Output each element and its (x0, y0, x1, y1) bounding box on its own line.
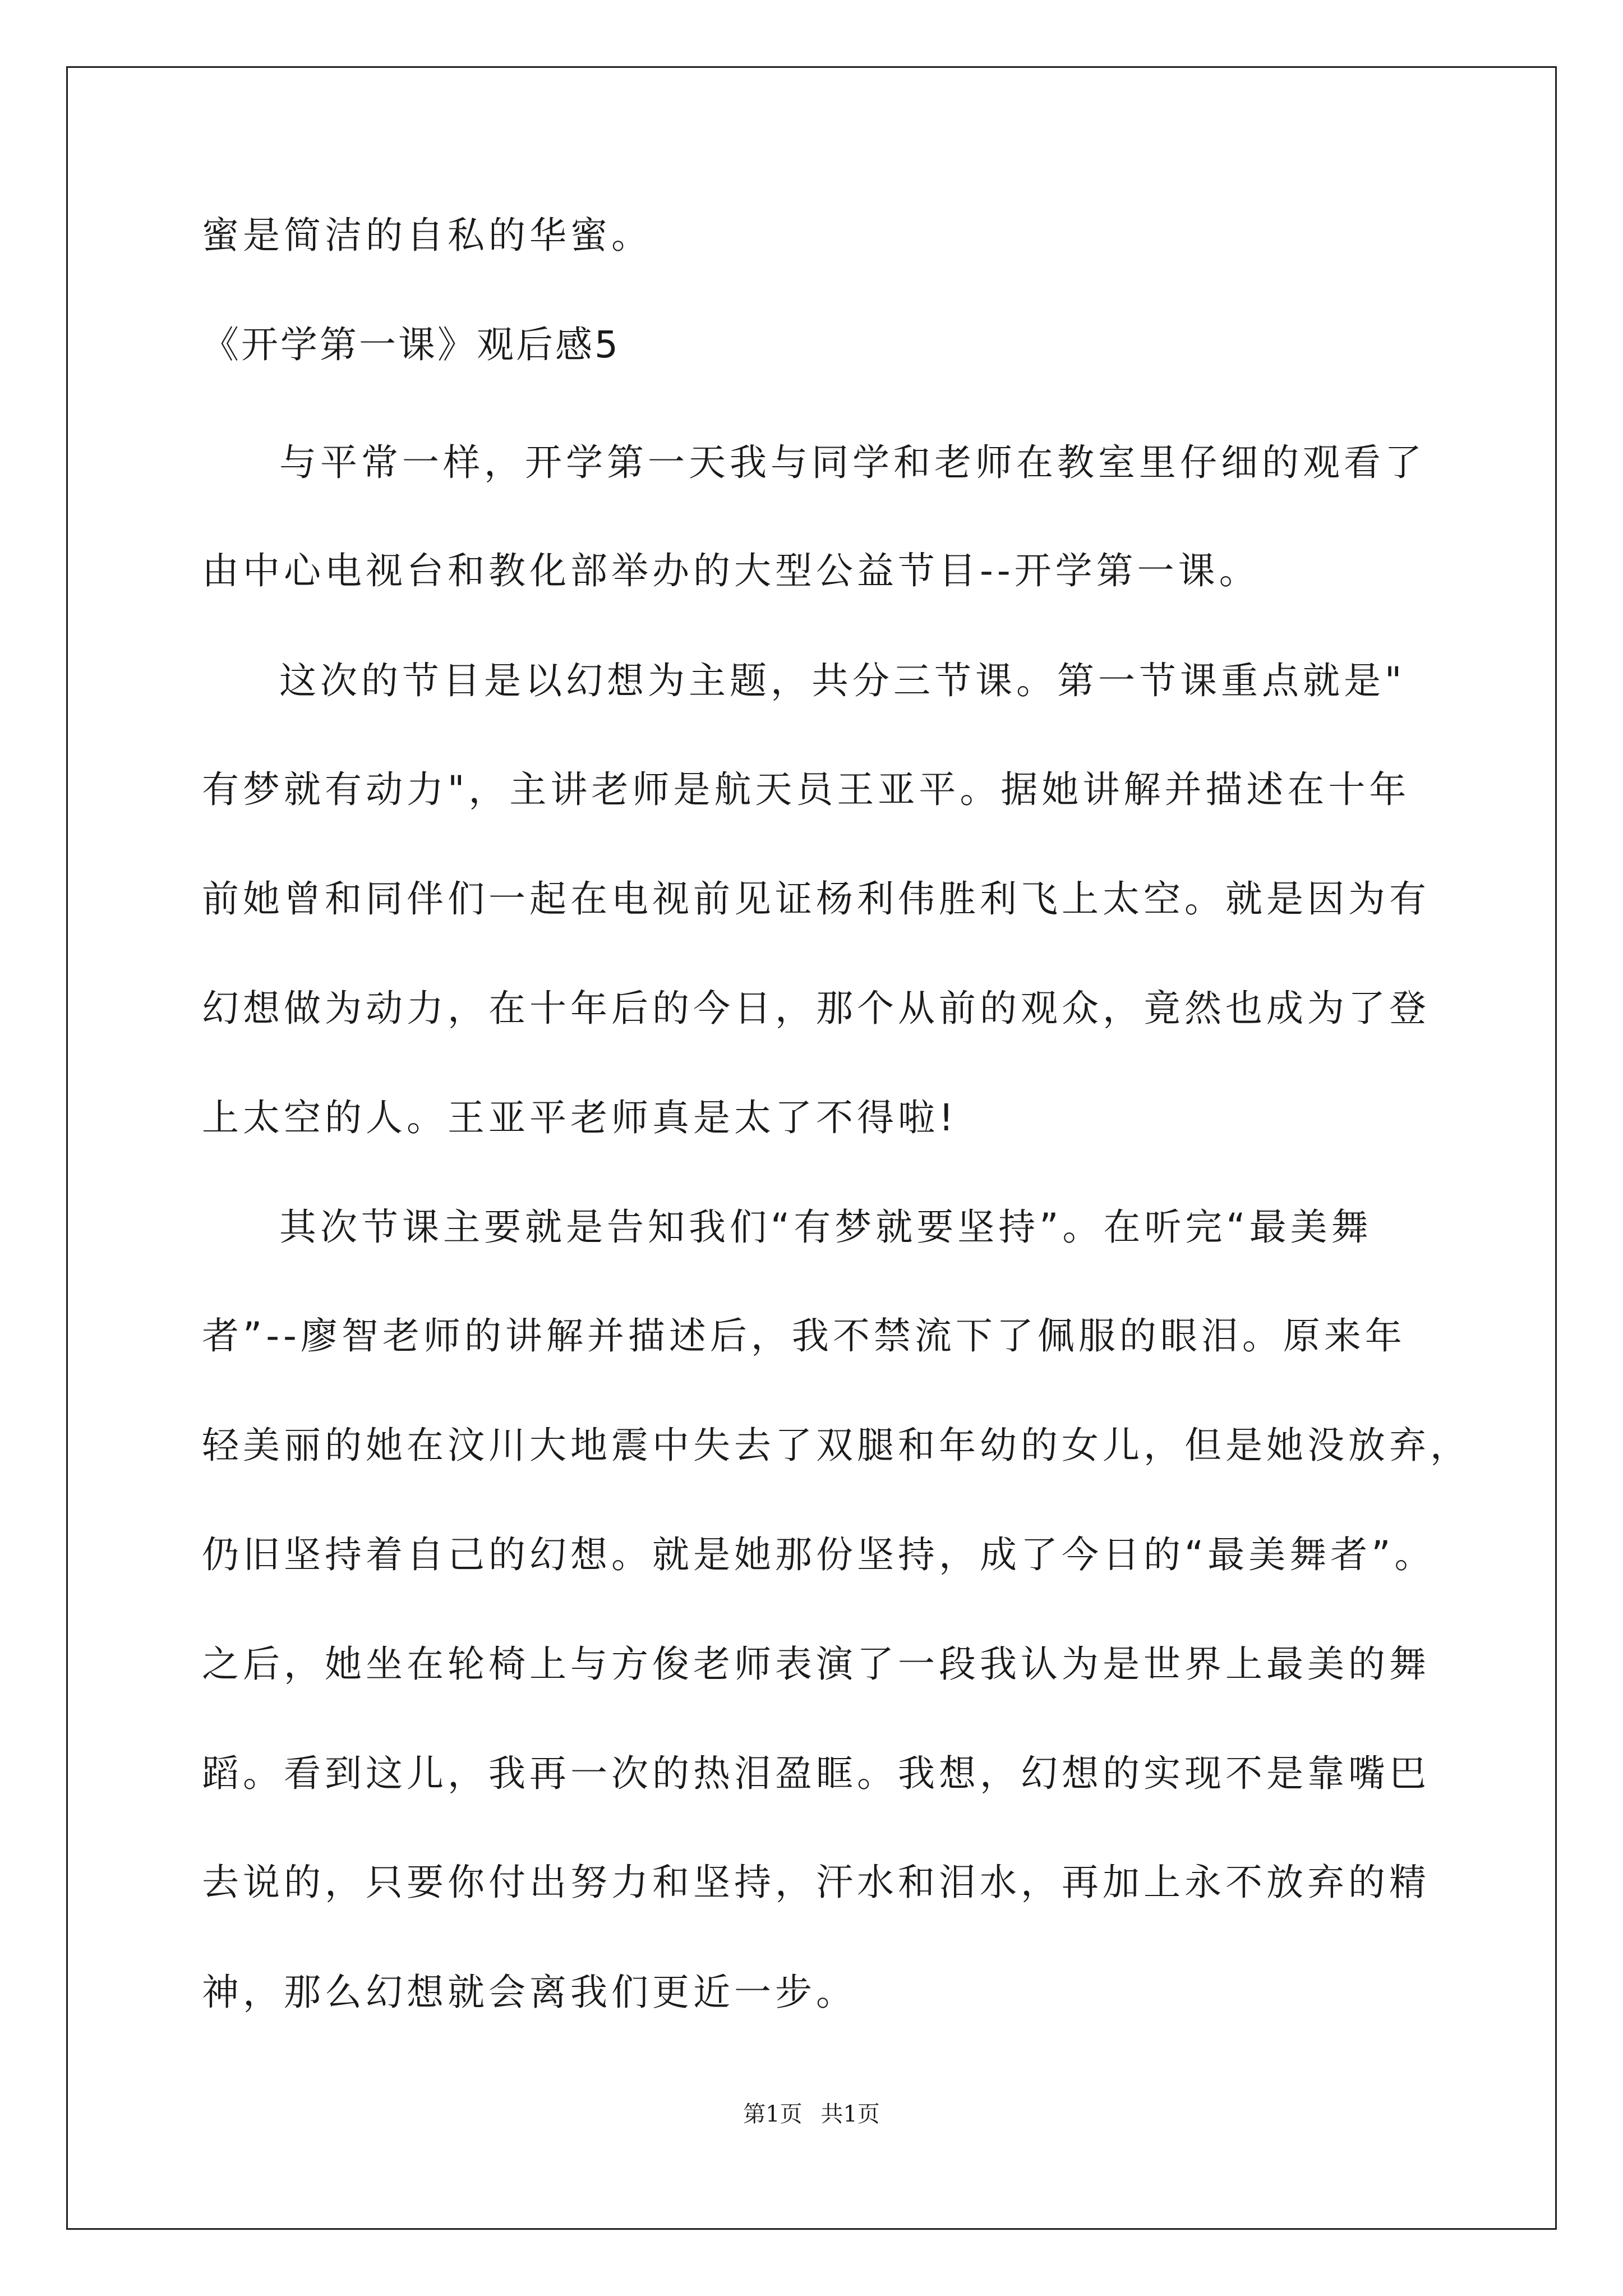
page-total: 共1页 (820, 2101, 880, 2127)
paragraph-first-line: 其次节课主要就是告知我们“有梦就要坚持”。在听完“最美舞 (279, 1205, 1372, 1249)
text-line: 有梦就有动力"，主讲老师是航天员王亚平。据她讲解并描述在十年 (202, 768, 1410, 811)
page-frame (66, 66, 1557, 2230)
text-line: 由中心电视台和教化部举办的大型公益节目--开学第一课。 (202, 549, 1260, 592)
text-line: 上太空的人。王亚平老师真是太了不得啦! (202, 1096, 958, 1139)
paragraph-first-line: 与平常一样，开学第一天我与同学和老师在教室里仔细的观看了 (279, 441, 1426, 484)
text-line: 仍旧坚持着自己的幻想。就是她那份坚持，成了今日的“最美舞者”。 (202, 1533, 1436, 1576)
page-number: 第1页 (743, 2101, 803, 2127)
text-line: 去说的，只要你付出努力和坚持，汗水和泪水，再加上永不放弃的精 (202, 1861, 1430, 1904)
text-line: 神，那么幻想就会离我们更近一步。 (202, 1971, 857, 2014)
text-line: 前她曾和同伴们一起在电视前见证杨利伟胜利飞上太空。就是因为有 (202, 877, 1430, 921)
text-line: 轻美丽的她在汶川大地震中失去了双腿和年幼的女儿，但是她没放弃， (202, 1424, 1471, 1467)
text-line: 蜜是简洁的自私的华蜜。 (202, 214, 652, 257)
page-footer (0, 2100, 1623, 2128)
text-line: 之后，她坐在轮椅上与方俊老师表演了一段我认为是世界上最美的舞 (202, 1642, 1430, 1686)
section-heading: 《开学第一课》观后感5 (202, 323, 620, 366)
text-line: 者”--廖智老师的讲解并描述后，我不禁流下了佩服的眼泪。原来年 (202, 1314, 1406, 1358)
text-line: 幻想做为动力，在十年后的今日，那个从前的观众，竟然也成为了登 (202, 987, 1430, 1030)
text-line: 蹈。看到这儿，我再一次的热泪盈眶。我想，幻想的实现不是靠嘴巴 (202, 1752, 1430, 1795)
paragraph-first-line: 这次的节目是以幻想为主题，共分三节课。第一节课重点就是" (279, 659, 1406, 702)
